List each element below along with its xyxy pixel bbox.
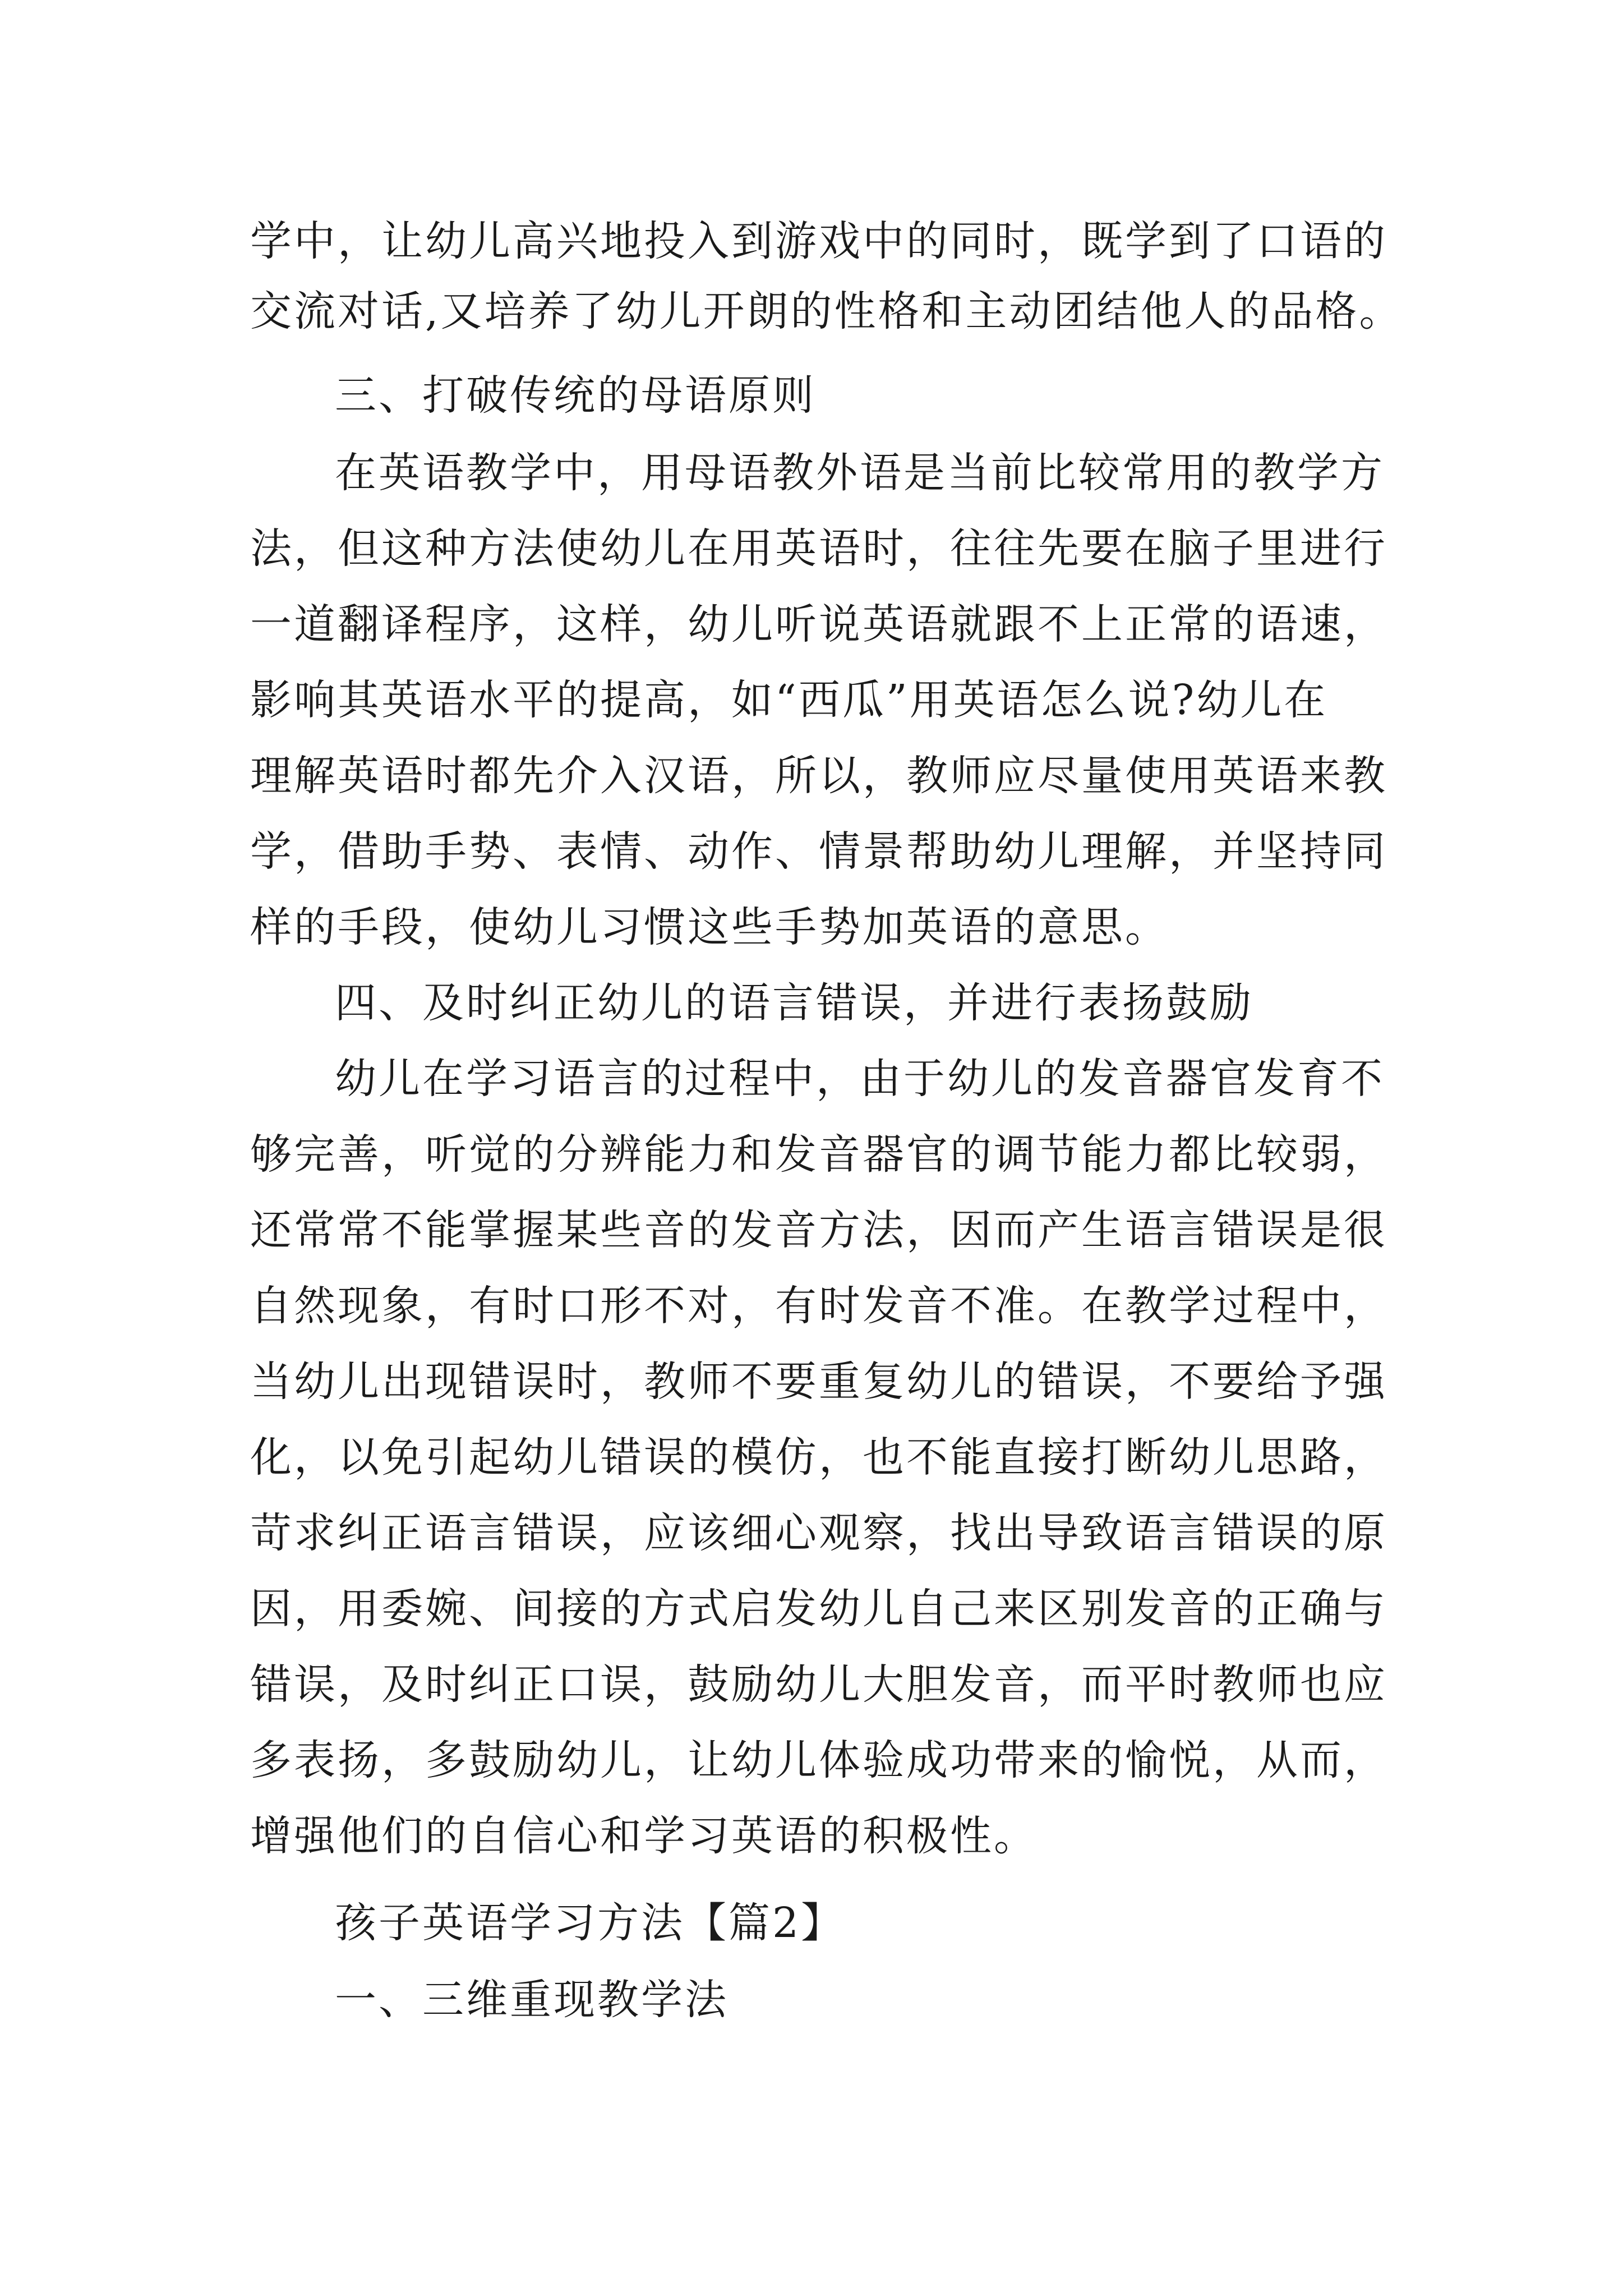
text-line: 影响其英语水平的提高，如“西瓜”用英语怎么说?幼儿在 [250,676,1328,724]
text-line: 还常常不能掌握某些音的发音方法，因而产生语言错误是很 [250,1206,1387,1254]
text-line: 因，用委婉、间接的方式启发幼儿自己来区别发音的正确与 [250,1585,1387,1633]
section-heading: 一、三维重现教学法 [335,1976,728,2024]
text-line: 样的手段，使幼儿习惯这些手势加英语的意思。 [250,903,1169,951]
text-line: 错误，及时纠正口误，鼓励幼儿大胆发音，而平时教师也应 [250,1660,1387,1709]
text-line: 交流对话,又培养了幼儿开朗的性格和主动团结他人的品格。 [250,287,1403,335]
text-line: 自然现象，有时口形不对，有时发音不准。在教学过程中， [250,1282,1387,1330]
text-line: 学，借助手势、表情、动作、情景帮助幼儿理解，并坚持同 [250,827,1387,876]
text-line: 理解英语时都先介入汉语，所以，教师应尽量使用英语来教 [250,752,1387,800]
section-heading: 四、及时纠正幼儿的语言错误，并进行表扬鼓励 [335,979,1253,1027]
text-line: 当幼儿出现错误时，教师不要重复幼儿的错误，不要给予强 [250,1358,1387,1406]
text-line: 够完善，听觉的分辨能力和发音器官的调节能力都比较弱， [250,1130,1387,1179]
text-line: 多表扬，多鼓励幼儿，让幼儿体验成功带来的愉悦，从而， [250,1736,1387,1784]
text-line: 在英语教学中，用母语教外语是当前比较常用的教学方 [335,449,1385,497]
text-line: 一道翻译程序，这样，幼儿听说英语就跟不上正常的语速， [250,600,1387,648]
article-heading: 孩子英语学习方法【篇2】 [335,1899,845,1947]
text-line: 化，以免引起幼儿错误的模仿，也不能直接打断幼儿思路， [250,1433,1387,1481]
text-line: 幼儿在学习语言的过程中，由于幼儿的发音器官发育不 [335,1055,1385,1103]
text-line: 法，但这种方法使幼儿在用英语时，往往先要在脑子里进行 [250,524,1387,573]
text-line: 增强他们的自信心和学习英语的积极性。 [250,1812,1038,1860]
text-line: 苛求纠正语言错误，应该细心观察，找出导致语言错误的原 [250,1509,1387,1557]
text-line: 学中，让幼儿高兴地投入到游戏中的同时，既学到了口语的 [250,217,1387,265]
section-heading: 三、打破传统的母语原则 [335,371,816,420]
